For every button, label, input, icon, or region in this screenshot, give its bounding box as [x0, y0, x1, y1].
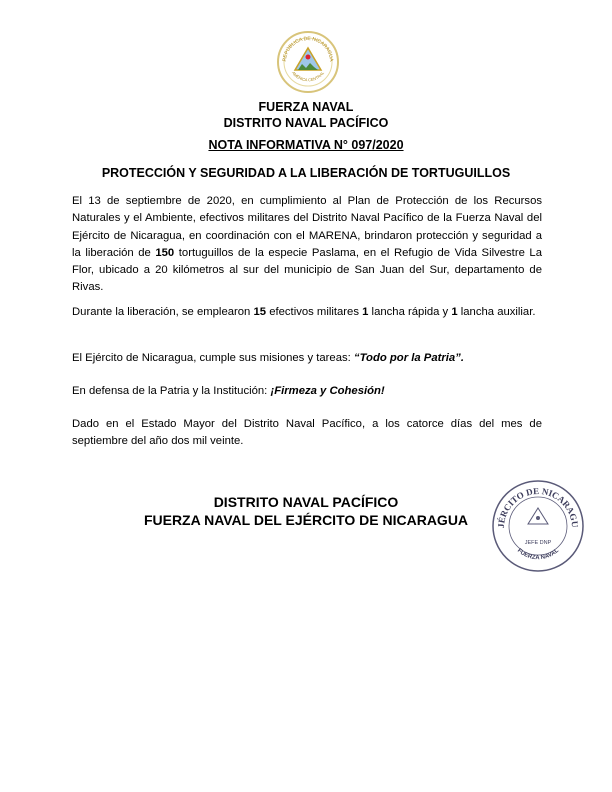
paragraph-2: Durante la liberación, se emplearon 15 efectivos militares 1 lancha rápida y 1 lancha auxiliar.	[72, 306, 536, 318]
coat-of-arms-seal	[276, 30, 340, 94]
svg-text:EJÉRCITO DE NICARAGUA: JÉRCITO DE NICARAGU	[495, 485, 581, 529]
svg-text:JEFE DNP: JEFE DNP	[524, 540, 552, 546]
paragraph-1: El 13 de septiembre de 2020, en cumplimiento al Plan de Protección de los Recursos Naturales y el Ambiente, efectivos militares del Distrito Naval Pacífico de la Fuerza Naval del Ejército de Nicaragua, en coordinación con el MARENA, brindaron protección y seguridad a la liberación de 150 tortuguillos de la especie Paslama, en el Refugio de Vida Silvestre La Flor, ubicado a 20 kilómetros al sur del municipio de San Juan del Sur, departamento de Rivas.	[72, 195, 542, 294]
paragraph-5: Dado en el Estado Mayor del Distrito Naval Pacífico, a los catorce días del mes de septiembre del año dos mil veinte.	[72, 418, 542, 448]
paragraph-3: El Ejército de Nicaragua, cumple sus misiones y tareas: “Todo por la Patria”.	[72, 352, 464, 364]
signature-line-1: DISTRITO NAVAL PACÍFICO	[213, 494, 399, 510]
paragraph-4: En defensa de la Patria y la Institución: ¡Firmeza y Cohesión!	[72, 385, 385, 397]
header-line-1: FUERZA NAVAL	[258, 100, 354, 114]
svg-text:AMÉRICA CENTRAL: AMÉRICA CENTRAL	[290, 70, 326, 83]
svg-text:REPÚBLICA DE NICARAGUA: REPÚBLICA DE NICARAGUA	[281, 35, 335, 62]
header-line-2: DISTRITO NAVAL PACÍFICO	[223, 116, 389, 130]
document-title: PROTECCIÓN Y SEGURIDAD A LA LIBERACIÓN DE TORTUGUILLOS	[101, 166, 511, 180]
official-stamp	[490, 478, 586, 574]
signature-line-2: FUERZA NAVAL DEL EJÉRCITO DE NICARAGUA	[143, 512, 469, 528]
note-number: NOTA INFORMATIVA N° 097/2020	[208, 138, 404, 152]
svg-text:FUERZA NAVAL: FUERZA NAVAL	[515, 547, 561, 562]
